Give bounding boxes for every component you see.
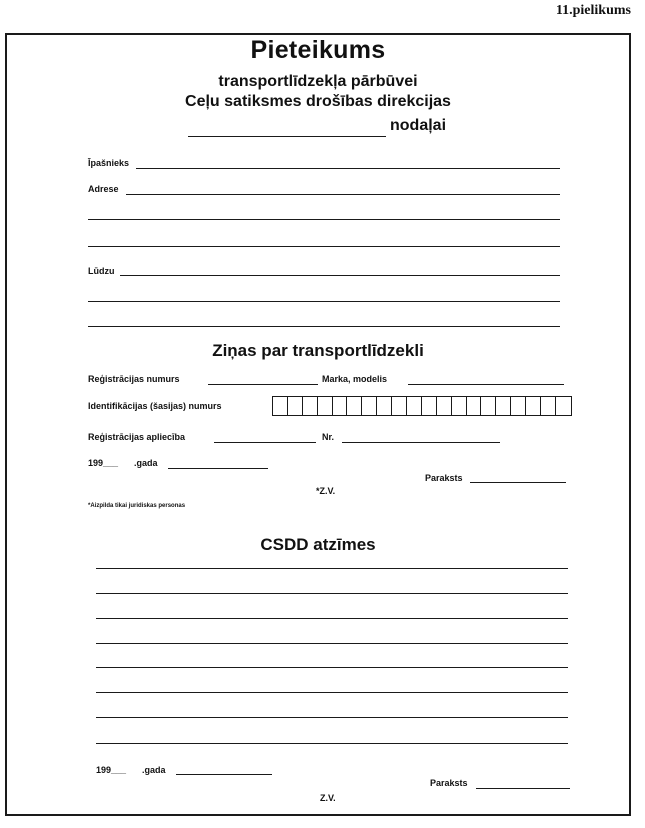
request-label: Lūdzu: [88, 266, 115, 276]
csdd-date-year-label: 199___: [96, 765, 127, 775]
date-field[interactable]: [168, 468, 268, 469]
form-title: Pieteikums: [250, 36, 386, 64]
csdd-signature-label: Paraksts: [430, 778, 468, 788]
csdd-stamp-label: Z.V.: [320, 793, 336, 803]
vehicle-section-title: Ziņas par transportlīdzekli: [212, 341, 424, 360]
vin-cell[interactable]: [407, 397, 422, 415]
reg-number-field[interactable]: [208, 384, 318, 385]
vin-cell[interactable]: [273, 397, 288, 415]
address-field-line-3[interactable]: [88, 246, 560, 247]
vin-cell[interactable]: [437, 397, 452, 415]
footnote: *Aizpilda tikai juridiskas personas: [88, 503, 186, 509]
address-label: Adrese: [88, 184, 119, 194]
form-frame: [5, 33, 631, 816]
date-year-suffix: .gada: [134, 458, 158, 468]
vin-cell[interactable]: [467, 397, 482, 415]
make-model-label: Marka, modelis: [322, 374, 388, 384]
csdd-signature-field[interactable]: [476, 788, 570, 789]
csdd-section-title: CSDD atzīmes: [260, 535, 376, 554]
csdd-note-line-1[interactable]: [96, 568, 568, 569]
csdd-note-line-3[interactable]: [96, 618, 568, 619]
csdd-note-line-2[interactable]: [96, 593, 568, 594]
csdd-date-year-suffix: .gada: [142, 765, 166, 775]
vin-cell[interactable]: [541, 397, 556, 415]
csdd-note-line-4[interactable]: [96, 643, 568, 644]
vin-cell[interactable]: [333, 397, 348, 415]
department-line[interactable]: [188, 136, 386, 137]
owner-field[interactable]: [136, 168, 560, 169]
form-subtitle: transportlīdzekļa pārbūvei: [218, 73, 418, 90]
vin-cell[interactable]: [303, 397, 318, 415]
csdd-note-line-8[interactable]: [96, 743, 568, 744]
reg-certificate-field[interactable]: [214, 442, 316, 443]
vin-cell[interactable]: [288, 397, 303, 415]
vin-cell[interactable]: [511, 397, 526, 415]
vin-cell[interactable]: [526, 397, 541, 415]
vin-cell[interactable]: [347, 397, 362, 415]
vin-label: Identifikācijas (šasijas) numurs: [88, 401, 222, 411]
form-subtitle-authority: Ceļu satiksmes drošības direkcijas: [185, 93, 451, 110]
owner-label: Īpašnieks: [88, 158, 130, 168]
vin-cell[interactable]: [422, 397, 437, 415]
reg-certificate-label: Reģistrācijas apliecība: [88, 432, 186, 442]
request-field-line-2[interactable]: [88, 301, 560, 302]
stamp-label: *Z.V.: [316, 486, 336, 496]
certificate-number-label: Nr.: [322, 432, 335, 442]
vin-cell[interactable]: [556, 397, 571, 415]
vin-cell[interactable]: [496, 397, 511, 415]
vin-input-boxes[interactable]: [272, 396, 572, 416]
vin-cell[interactable]: [481, 397, 496, 415]
request-field-line-3[interactable]: [88, 326, 560, 327]
certificate-number-field[interactable]: [342, 442, 500, 443]
vin-cell[interactable]: [452, 397, 467, 415]
make-model-field[interactable]: [408, 384, 564, 385]
signature-label: Paraksts: [425, 473, 463, 483]
csdd-date-field[interactable]: [176, 774, 272, 775]
reg-number-label: Reģistrācijas numurs: [88, 374, 180, 384]
address-field-line-2[interactable]: [88, 219, 560, 220]
csdd-note-line-5[interactable]: [96, 667, 568, 668]
annex-label: 11.pielikums: [555, 3, 631, 18]
vin-cell[interactable]: [377, 397, 392, 415]
signature-field[interactable]: [470, 482, 566, 483]
csdd-note-line-7[interactable]: [96, 717, 568, 718]
address-field[interactable]: [126, 194, 560, 195]
vin-cell[interactable]: [318, 397, 333, 415]
vin-cell[interactable]: [392, 397, 407, 415]
csdd-note-line-6[interactable]: [96, 692, 568, 693]
request-field[interactable]: [120, 275, 560, 276]
vin-cell[interactable]: [362, 397, 377, 415]
form-subtitle-department: nodaļai: [390, 117, 447, 134]
date-year-label: 199___: [88, 458, 119, 468]
